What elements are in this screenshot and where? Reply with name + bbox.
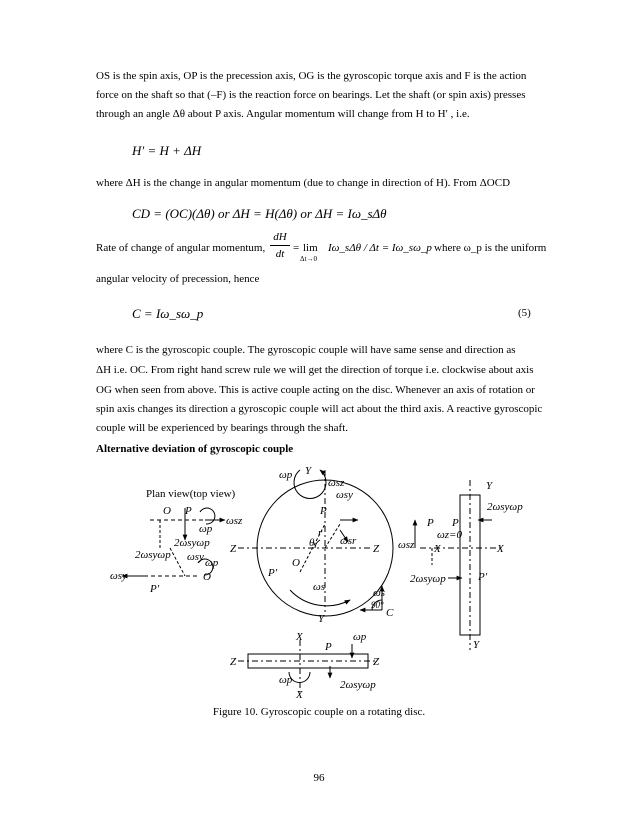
svg-text:ωz=0: ωz=0: [437, 529, 462, 541]
svg-text:ωp: ωp: [353, 631, 367, 643]
svg-text:P: P: [185, 505, 192, 517]
svg-text:O: O: [203, 571, 211, 583]
fraction-denominator: dt: [275, 248, 285, 260]
svg-text:ωp: ωp: [205, 557, 219, 569]
svg-text:2ωsyωp: 2ωsyωp: [340, 679, 376, 691]
svg-text:ωsy: ωsy: [187, 551, 204, 563]
rate-expression: Iω_sΔθ / Δt = Iω_sω_p: [328, 242, 432, 254]
equation-5: C = Iω_sω_p: [132, 306, 204, 321]
equation-5-number: (5): [518, 307, 531, 319]
equation-momentum-change: H′ = H + ΔH: [132, 143, 202, 158]
para4-line2: ΔH i.e. OC. From right hand screw rule we will get the direction of torque i.e. clockwise about axis: [96, 364, 534, 376]
para4-line3: OG when seen from above. This is active couple acting on the disc. Whenever an axis of rotation or: [96, 384, 535, 396]
page-number: 96: [313, 772, 325, 784]
svg-text:ωp: ωp: [199, 523, 213, 535]
svg-text:P: P: [320, 505, 327, 517]
lim-subscript: Δt→0: [300, 255, 317, 263]
svg-text:Y: Y: [318, 613, 325, 625]
svg-text:ωsz: ωsz: [328, 477, 345, 489]
para2: where ΔH is the change in angular momentum (due to change in direction of H). From ΔOCD: [96, 177, 511, 189]
equation-cd: CD = (OC)(Δθ) or ΔH = H(Δθ) or ΔH = Iω_sΔθ: [132, 206, 387, 221]
svg-text:ωsz: ωsz: [226, 515, 243, 527]
svg-text:X: X: [434, 543, 441, 555]
svg-text:ωs: ωs: [313, 581, 326, 593]
para3-lead: Rate of change of angular momentum,: [96, 242, 266, 254]
svg-text:2ωsyωp: 2ωsyωp: [410, 573, 446, 585]
svg-text:Y: Y: [305, 465, 312, 477]
fraction-numerator: dH: [273, 231, 287, 243]
svg-text:C: C: [386, 607, 394, 619]
svg-text:P: P: [452, 517, 459, 529]
svg-text:2ωsyωp: 2ωsyωp: [135, 549, 171, 561]
svg-text:P: P: [427, 517, 434, 529]
para3-tail: where ω_p is the uniform: [434, 242, 547, 254]
svg-text:2ωsyωp: 2ωsyωp: [487, 501, 523, 513]
svg-text:ωsy: ωsy: [336, 489, 353, 501]
svg-text:ωsr: ωsr: [340, 535, 357, 547]
svg-text:ωsy: ωsy: [110, 570, 127, 582]
svg-text:90°: 90°: [371, 600, 384, 610]
svg-text:Z: Z: [230, 543, 237, 555]
svg-text:ωs: ωs: [373, 587, 386, 599]
para4-line5: couple will be experienced by bearings through the shaft.: [96, 422, 349, 434]
svg-text:ωsz: ωsz: [398, 539, 415, 551]
svg-text:X: X: [497, 543, 504, 555]
svg-text:2ωsyωp: 2ωsyωp: [174, 537, 210, 549]
para4-line1: where C is the gyroscopic couple. The gyroscopic couple will have same sense and direction as: [96, 344, 516, 356]
para4-line4: spin axis changes its direction a gyroscopic couple will act about the third axis. A reactive gyroscopic: [96, 403, 543, 415]
svg-text:Z: Z: [373, 656, 380, 668]
svg-text:P′: P′: [150, 583, 160, 595]
lim-operator: lim: [303, 242, 318, 254]
svg-text:r: r: [318, 527, 323, 539]
label-plan-view: Plan view(top view): [146, 488, 236, 500]
svg-text:θ: θ: [309, 537, 315, 549]
para3-line2: angular velocity of precession, hence: [96, 273, 260, 285]
svg-text:X: X: [296, 689, 303, 701]
svg-text:P′: P′: [478, 571, 488, 583]
svg-text:ωp: ωp: [279, 674, 293, 686]
svg-text:ωp: ωp: [279, 469, 293, 481]
svg-text:O: O: [292, 557, 300, 569]
svg-text:O: O: [163, 505, 171, 517]
svg-text:P′: P′: [268, 567, 278, 579]
svg-text:X: X: [296, 631, 303, 643]
para1-line1: OS is the spin axis, OP is the precession axis, OG is the gyroscopic torque axis and F is the action: [96, 70, 527, 82]
svg-text:Y: Y: [486, 480, 493, 492]
figure-caption: Figure 10. Gyroscopic couple on a rotating disc.: [212, 706, 426, 718]
svg-text:P: P: [325, 641, 332, 653]
para1-line3: through an angle Δθ about P axis. Angular momentum will change from H to H′ , i.e.: [96, 108, 470, 120]
svg-text:Z: Z: [230, 656, 237, 668]
section-heading: Alternative deviation of gyroscopic couple: [96, 443, 294, 455]
svg-text:Z: Z: [373, 543, 380, 555]
para1-line2: force on the shaft so that (–F) is the reaction force on bearings. Let the shaft (or spin axis) presses: [96, 89, 526, 101]
svg-text:Y: Y: [473, 639, 480, 651]
